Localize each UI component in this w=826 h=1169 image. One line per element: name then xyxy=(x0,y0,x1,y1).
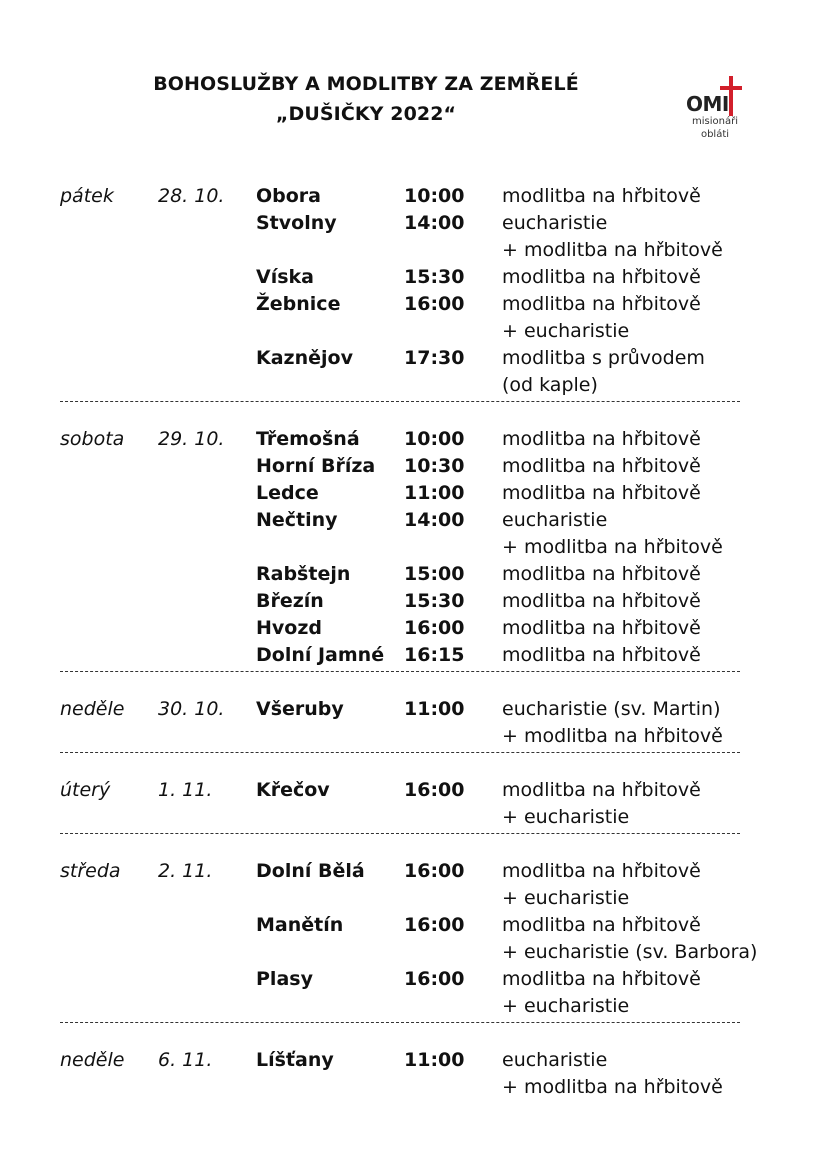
event-description: modlitba na hřbitově xyxy=(502,293,701,315)
time: 15:30 xyxy=(404,590,465,612)
date: 28. 10. xyxy=(158,185,225,207)
event-description: modlitba s průvodem xyxy=(502,347,705,369)
date: 30. 10. xyxy=(158,698,225,720)
schedule-row xyxy=(0,210,826,237)
schedule-row-continuation xyxy=(0,804,826,831)
place-name: Kaznějov xyxy=(256,347,353,369)
event-description: eucharistie xyxy=(502,1049,608,1071)
event-description: + modlitba na hřbitově xyxy=(502,536,723,558)
schedule-row xyxy=(0,966,826,993)
section-divider xyxy=(60,401,740,402)
place-name: Březín xyxy=(256,590,324,612)
event-description: (od kaple) xyxy=(502,374,598,396)
place-name: Ledce xyxy=(256,482,319,504)
time: 10:00 xyxy=(404,428,465,450)
page-title: BOHOSLUŽBY A MODLITBY ZA ZEMŘELÉ xyxy=(153,73,579,95)
schedule-row xyxy=(0,1047,826,1074)
schedule-row xyxy=(0,183,826,210)
date: 1. 11. xyxy=(158,779,213,801)
event-description: modlitba na hřbitově xyxy=(502,968,701,990)
schedule-row-continuation xyxy=(0,534,826,561)
logo-text-line2: obláti xyxy=(700,129,730,140)
event-description: eucharistie xyxy=(502,212,608,234)
place-name: Všeruby xyxy=(256,698,344,720)
place-name: Stvolny xyxy=(256,212,337,234)
day-name: pátek xyxy=(60,185,114,207)
section-divider xyxy=(60,1022,740,1023)
schedule-row xyxy=(0,426,826,453)
schedule-row xyxy=(0,453,826,480)
section-divider xyxy=(60,752,740,753)
event-description: + eucharistie xyxy=(502,995,630,1017)
place-name: Plasy xyxy=(256,968,313,990)
time: 16:00 xyxy=(404,293,465,315)
place-name: Rabštejn xyxy=(256,563,351,585)
schedule-row xyxy=(0,345,826,372)
event-description: eucharistie (sv. Martin) xyxy=(502,698,721,720)
time: 16:00 xyxy=(404,617,465,639)
time: 16:00 xyxy=(404,914,465,936)
event-description: modlitba na hřbitově xyxy=(502,914,701,936)
schedule-row xyxy=(0,507,826,534)
section-divider xyxy=(60,671,740,672)
event-description: eucharistie xyxy=(502,509,608,531)
schedule-row-continuation xyxy=(0,723,826,750)
place-name: Horní Bříza xyxy=(256,455,376,477)
day-name: středa xyxy=(60,860,121,882)
time: 11:00 xyxy=(404,1049,465,1071)
place-name: Dolní Jamné xyxy=(256,644,385,666)
section-divider xyxy=(60,833,740,834)
place-name: Líšťany xyxy=(256,1049,334,1071)
event-description: + modlitba na hřbitově xyxy=(502,1076,723,1098)
event-description: + eucharistie xyxy=(502,320,630,342)
event-description: modlitba na hřbitově xyxy=(502,644,701,666)
event-description: + eucharistie xyxy=(502,806,630,828)
schedule-row-continuation xyxy=(0,372,826,399)
logo-text-line1: misionáři xyxy=(692,116,738,127)
schedule-row xyxy=(0,696,826,723)
event-description: modlitba na hřbitově xyxy=(502,617,701,639)
schedule-row xyxy=(0,642,826,669)
event-description: modlitba na hřbitově xyxy=(502,482,701,504)
event-description: modlitba na hřbitově xyxy=(502,860,701,882)
event-description: modlitba na hřbitově xyxy=(502,185,701,207)
page-subtitle: „DUŠIČKY 2022“ xyxy=(275,103,457,125)
schedule-row-continuation xyxy=(0,885,826,912)
time: 14:00 xyxy=(404,212,465,234)
schedule-row xyxy=(0,615,826,642)
place-name: Víska xyxy=(256,266,314,288)
event-description: + modlitba na hřbitově xyxy=(502,725,723,747)
time: 16:00 xyxy=(404,779,465,801)
day-name: sobota xyxy=(60,428,125,450)
time: 10:00 xyxy=(404,185,465,207)
schedule-row xyxy=(0,264,826,291)
time: 11:00 xyxy=(404,698,465,720)
time: 11:00 xyxy=(404,482,465,504)
date: 29. 10. xyxy=(158,428,225,450)
schedule-row xyxy=(0,588,826,615)
schedule-row-continuation xyxy=(0,237,826,264)
schedule-row xyxy=(0,561,826,588)
day-name: úterý xyxy=(60,779,111,801)
day-name: neděle xyxy=(60,698,125,720)
place-name: Dolní Bělá xyxy=(256,860,365,882)
place-name: Hvozd xyxy=(256,617,322,639)
time: 10:30 xyxy=(404,455,465,477)
time: 17:30 xyxy=(404,347,465,369)
place-name: Křečov xyxy=(256,779,330,801)
place-name: Manětín xyxy=(256,914,344,936)
time: 16:15 xyxy=(404,644,465,666)
event-description: modlitba na hřbitově xyxy=(502,779,701,801)
schedule-row-continuation xyxy=(0,318,826,345)
event-description: modlitba na hřbitově xyxy=(502,563,701,585)
date: 6. 11. xyxy=(158,1049,213,1071)
schedule-row-continuation xyxy=(0,939,826,966)
place-name: Nečtiny xyxy=(256,509,338,531)
event-description: modlitba na hřbitově xyxy=(502,590,701,612)
schedule-row xyxy=(0,480,826,507)
time: 15:00 xyxy=(404,563,465,585)
schedule-row xyxy=(0,858,826,885)
schedule-row xyxy=(0,777,826,804)
place-name: Obora xyxy=(256,185,321,207)
event-description: modlitba na hřbitově xyxy=(502,455,701,477)
time: 16:00 xyxy=(404,968,465,990)
event-description: modlitba na hřbitově xyxy=(502,266,701,288)
event-description: + eucharistie (sv. Barbora) xyxy=(502,941,758,963)
day-name: neděle xyxy=(60,1049,125,1071)
schedule-row xyxy=(0,912,826,939)
time: 16:00 xyxy=(404,860,465,882)
event-description: + eucharistie xyxy=(502,887,630,909)
date: 2. 11. xyxy=(158,860,213,882)
schedule-row-continuation xyxy=(0,993,826,1020)
place-name: Žebnice xyxy=(256,293,341,315)
event-description: modlitba na hřbitově xyxy=(502,428,701,450)
time: 15:30 xyxy=(404,266,465,288)
logo-mark: OMI xyxy=(686,92,729,116)
event-description: + modlitba na hřbitově xyxy=(502,239,723,261)
place-name: Třemošná xyxy=(256,428,360,450)
schedule-row-continuation xyxy=(0,1074,826,1101)
schedule-row xyxy=(0,291,826,318)
time: 14:00 xyxy=(404,509,465,531)
